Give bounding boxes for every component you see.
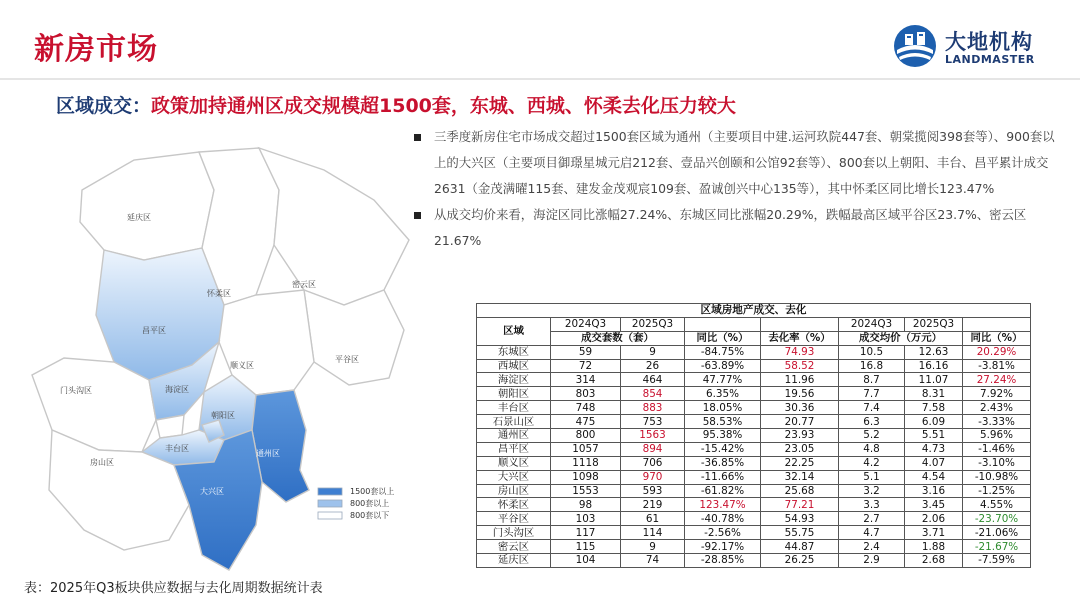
volume-2025-cell: 593	[621, 484, 685, 498]
volume-2025-cell: 894	[621, 442, 685, 456]
volume-2024-cell: 72	[551, 359, 621, 373]
legend-swatch-low	[318, 512, 342, 519]
region-cell: 大兴区	[477, 470, 551, 484]
region-cell: 门头沟区	[477, 526, 551, 540]
headline	[56, 91, 736, 118]
price-2024-cell: 3.2	[839, 484, 905, 498]
table-row	[477, 429, 1031, 443]
price-2025-cell: 8.31	[905, 387, 963, 401]
volume-2025-cell: 883	[621, 401, 685, 415]
legend-label-low: 800套以下	[350, 511, 390, 520]
price-2025-cell: 4.07	[905, 456, 963, 470]
region-cell: 石景山区	[477, 415, 551, 429]
volume-yoy-cell: -28.85%	[685, 554, 761, 568]
region-cell: 海淀区	[477, 373, 551, 387]
map-label-mentougou: 门头沟区	[60, 386, 92, 395]
price-2024-cell: 5.2	[839, 429, 905, 443]
price-2025-cell: 2.06	[905, 512, 963, 526]
map-region-miyun	[259, 148, 409, 305]
volume-2025-cell: 9	[621, 345, 685, 359]
table-row	[477, 456, 1031, 470]
table-row	[477, 498, 1031, 512]
volume-yoy-cell: -11.66%	[685, 470, 761, 484]
price-yoy-cell: -23.70%	[963, 512, 1031, 526]
absorption-rate-cell: 11.96	[761, 373, 839, 387]
price-yoy-cell: -21.06%	[963, 526, 1031, 540]
map-region-pinggu	[304, 290, 404, 385]
volume-2025-cell: 219	[621, 498, 685, 512]
volume-yoy-cell: -36.85%	[685, 456, 761, 470]
header-empty	[963, 317, 1031, 331]
volume-2025-cell: 61	[621, 512, 685, 526]
volume-2024-cell: 98	[551, 498, 621, 512]
price-yoy-cell: -3.10%	[963, 456, 1031, 470]
absorption-rate-cell: 19.56	[761, 387, 839, 401]
volume-2025-cell: 74	[621, 554, 685, 568]
legend-label-high: 1500套以上	[350, 487, 395, 496]
header-volume: 成交套数（套）	[551, 331, 685, 345]
bullet-text: 三季度新房住宅市场成交超过1500套区域为通州（主要项目中建.运河玖院447套、朝棠揽阅398套等）、900套以上的大兴区（主要项目御璟星城元启212套、壹品兴创颐和公馆92套等）、800套以上朝阳、丰台、昌平累计成交2631（金茂满曜115套、建发金茂观宸109套、盈诚创兴中心135等），其中怀柔区同比增长123.47%	[434, 129, 1055, 196]
bullet-item	[414, 202, 1066, 254]
legend-swatch-mid	[318, 500, 342, 507]
volume-yoy-cell: -61.82%	[685, 484, 761, 498]
price-2025-cell: 2.68	[905, 554, 963, 568]
absorption-rate-cell: 55.75	[761, 526, 839, 540]
absorption-rate-cell: 44.87	[761, 540, 839, 554]
bullet-text: 从成交均价来看，海淀区同比涨幅27.24%、东城区同比涨幅20.29%，跌幅最高区域平谷区23.7%、密云区21.67%	[434, 207, 1027, 248]
volume-2024-cell: 1098	[551, 470, 621, 484]
price-yoy-cell: -3.81%	[963, 359, 1031, 373]
price-2025-cell: 3.45	[905, 498, 963, 512]
map-label-pinggu: 平谷区	[335, 355, 359, 364]
map-label-huairou: 怀柔区	[207, 289, 231, 298]
price-2025-cell: 3.16	[905, 484, 963, 498]
region-cell: 朝阳区	[477, 387, 551, 401]
bullet-item	[414, 124, 1066, 202]
title-divider	[0, 78, 1080, 80]
header-avg-price: 成交均价（万元）	[839, 331, 963, 345]
volume-yoy-cell: -2.56%	[685, 526, 761, 540]
absorption-rate-cell: 30.36	[761, 401, 839, 415]
region-cell: 顺义区	[477, 456, 551, 470]
region-cell: 昌平区	[477, 442, 551, 456]
header-price-2024: 2024Q3	[839, 317, 905, 331]
headline-label: 区域成交：	[56, 95, 152, 117]
price-yoy-cell: 27.24%	[963, 373, 1031, 387]
header-absorption-rate: 去化率（%）	[761, 331, 839, 345]
volume-2025-cell: 114	[621, 526, 685, 540]
price-2024-cell: 2.7	[839, 512, 905, 526]
table-row	[477, 554, 1031, 568]
price-2024-cell: 4.7	[839, 526, 905, 540]
absorption-rate-cell: 32.14	[761, 470, 839, 484]
region-cell: 西城区	[477, 359, 551, 373]
map-label-daxing: 大兴区	[200, 487, 224, 496]
price-2025-cell: 11.07	[905, 373, 963, 387]
table-row	[477, 540, 1031, 554]
headline-text: 政策加持通州区成交规模超1500套，东城、西城、怀柔去化压力较大	[151, 95, 736, 117]
table-title: 区域房地产成交、去化	[477, 304, 1031, 318]
map-legend	[318, 486, 394, 520]
legend-label-mid: 800套以上	[350, 499, 390, 508]
absorption-rate-cell: 54.93	[761, 512, 839, 526]
volume-yoy-cell: -63.89%	[685, 359, 761, 373]
volume-2024-cell: 803	[551, 387, 621, 401]
price-yoy-cell: -21.67%	[963, 540, 1031, 554]
price-2025-cell: 4.54	[905, 470, 963, 484]
volume-yoy-cell: -40.78%	[685, 512, 761, 526]
price-2024-cell: 16.8	[839, 359, 905, 373]
volume-yoy-cell: 95.38%	[685, 429, 761, 443]
map-label-tongzhou: 通州区	[256, 449, 280, 458]
map-label-yanqing: 延庆区	[127, 213, 151, 222]
header-volume-yoy: 同比（%）	[685, 331, 761, 345]
header-empty	[685, 317, 761, 331]
region-cell: 通州区	[477, 429, 551, 443]
volume-2024-cell: 115	[551, 540, 621, 554]
table-body	[477, 304, 1031, 568]
price-2024-cell: 4.8	[839, 442, 905, 456]
price-yoy-cell: 2.43%	[963, 401, 1031, 415]
price-yoy-cell: -3.33%	[963, 415, 1031, 429]
price-2025-cell: 4.73	[905, 442, 963, 456]
region-cell: 丰台区	[477, 401, 551, 415]
price-2024-cell: 10.5	[839, 345, 905, 359]
price-yoy-cell: -1.46%	[963, 442, 1031, 456]
absorption-rate-cell: 22.25	[761, 456, 839, 470]
table-row	[477, 415, 1031, 429]
volume-yoy-cell: 123.47%	[685, 498, 761, 512]
page-title: 新房市场	[34, 32, 158, 67]
table-row	[477, 387, 1031, 401]
beijing-district-map	[24, 130, 434, 578]
table-header-row	[477, 317, 1031, 331]
price-yoy-cell: -1.25%	[963, 484, 1031, 498]
map-region-yanqing	[80, 152, 214, 260]
volume-2025-cell: 970	[621, 470, 685, 484]
bullet-list	[414, 124, 1066, 254]
price-yoy-cell: 5.96%	[963, 429, 1031, 443]
map-label-shunyi: 顺义区	[230, 361, 254, 370]
header-volume-2025: 2025Q3	[621, 317, 685, 331]
table-subheader-row	[477, 331, 1031, 345]
volume-2024-cell: 475	[551, 415, 621, 429]
table-row	[477, 526, 1031, 540]
table-row	[477, 401, 1031, 415]
volume-2025-cell: 464	[621, 373, 685, 387]
volume-2024-cell: 800	[551, 429, 621, 443]
volume-2024-cell: 103	[551, 512, 621, 526]
map-label-fengtai: 丰台区	[165, 444, 189, 453]
price-yoy-cell: 7.92%	[963, 387, 1031, 401]
table-row	[477, 484, 1031, 498]
volume-yoy-cell: -92.17%	[685, 540, 761, 554]
absorption-rate-cell: 77.21	[761, 498, 839, 512]
volume-2024-cell: 59	[551, 345, 621, 359]
price-2024-cell: 2.4	[839, 540, 905, 554]
legend-swatch-high	[318, 488, 342, 495]
price-2024-cell: 7.4	[839, 401, 905, 415]
price-2025-cell: 12.63	[905, 345, 963, 359]
price-yoy-cell: -10.98%	[963, 470, 1031, 484]
price-yoy-cell: 4.55%	[963, 498, 1031, 512]
price-2025-cell: 16.16	[905, 359, 963, 373]
table-row	[477, 470, 1031, 484]
volume-2024-cell: 748	[551, 401, 621, 415]
table-row	[477, 442, 1031, 456]
absorption-rate-cell: 58.52	[761, 359, 839, 373]
map-label-fangshan: 房山区	[90, 458, 114, 467]
region-cell: 房山区	[477, 484, 551, 498]
price-2024-cell: 4.2	[839, 456, 905, 470]
header-price-2025: 2025Q3	[905, 317, 963, 331]
volume-yoy-cell: 18.05%	[685, 401, 761, 415]
map-label-haidian: 海淀区	[165, 385, 189, 394]
volume-2025-cell: 9	[621, 540, 685, 554]
map-label-chaoyang: 朝阳区	[211, 411, 235, 420]
header-price-yoy: 同比（%）	[963, 331, 1031, 345]
price-2025-cell: 5.51	[905, 429, 963, 443]
header-volume-2024: 2024Q3	[551, 317, 621, 331]
table-row	[477, 359, 1031, 373]
landmaster-logo-icon	[893, 24, 937, 68]
table-row	[477, 345, 1031, 359]
volume-2025-cell: 706	[621, 456, 685, 470]
table-title-row	[477, 304, 1031, 318]
price-2024-cell: 2.9	[839, 554, 905, 568]
logo-text-en: LANDMASTER	[945, 53, 1035, 66]
company-logo	[893, 20, 1053, 70]
price-2025-cell: 7.58	[905, 401, 963, 415]
region-cell: 怀柔区	[477, 498, 551, 512]
price-2024-cell: 7.7	[839, 387, 905, 401]
volume-yoy-cell: -84.75%	[685, 345, 761, 359]
region-cell: 密云区	[477, 540, 551, 554]
price-2025-cell: 1.88	[905, 540, 963, 554]
price-2024-cell: 6.3	[839, 415, 905, 429]
volume-2025-cell: 26	[621, 359, 685, 373]
region-stats-table	[476, 303, 1031, 568]
map-label-miyun: 密云区	[292, 280, 316, 289]
volume-2024-cell: 117	[551, 526, 621, 540]
region-cell: 东城区	[477, 345, 551, 359]
volume-2025-cell: 1563	[621, 429, 685, 443]
absorption-rate-cell: 23.05	[761, 442, 839, 456]
table-row	[477, 373, 1031, 387]
map-label-changping: 昌平区	[142, 326, 166, 335]
region-cell: 平谷区	[477, 512, 551, 526]
price-yoy-cell: -7.59%	[963, 554, 1031, 568]
price-2025-cell: 3.71	[905, 526, 963, 540]
table-caption: 表：2025年Q3板块供应数据与去化周期数据统计表	[24, 581, 323, 596]
price-2024-cell: 3.3	[839, 498, 905, 512]
header-region: 区域	[477, 317, 551, 345]
volume-2024-cell: 1553	[551, 484, 621, 498]
header-empty	[761, 317, 839, 331]
volume-yoy-cell: -15.42%	[685, 442, 761, 456]
logo-text-cn: 大地机构	[945, 30, 1033, 54]
volume-yoy-cell: 6.35%	[685, 387, 761, 401]
price-yoy-cell: 20.29%	[963, 345, 1031, 359]
absorption-rate-cell: 23.93	[761, 429, 839, 443]
price-2025-cell: 6.09	[905, 415, 963, 429]
absorption-rate-cell: 26.25	[761, 554, 839, 568]
price-2024-cell: 5.1	[839, 470, 905, 484]
volume-yoy-cell: 47.77%	[685, 373, 761, 387]
volume-2025-cell: 753	[621, 415, 685, 429]
table-row	[477, 512, 1031, 526]
volume-2024-cell: 104	[551, 554, 621, 568]
volume-2024-cell: 1118	[551, 456, 621, 470]
volume-2024-cell: 1057	[551, 442, 621, 456]
absorption-rate-cell: 74.93	[761, 345, 839, 359]
region-cell: 延庆区	[477, 554, 551, 568]
volume-yoy-cell: 58.53%	[685, 415, 761, 429]
volume-2024-cell: 314	[551, 373, 621, 387]
volume-2025-cell: 854	[621, 387, 685, 401]
price-2024-cell: 8.7	[839, 373, 905, 387]
absorption-rate-cell: 20.77	[761, 415, 839, 429]
absorption-rate-cell: 25.68	[761, 484, 839, 498]
